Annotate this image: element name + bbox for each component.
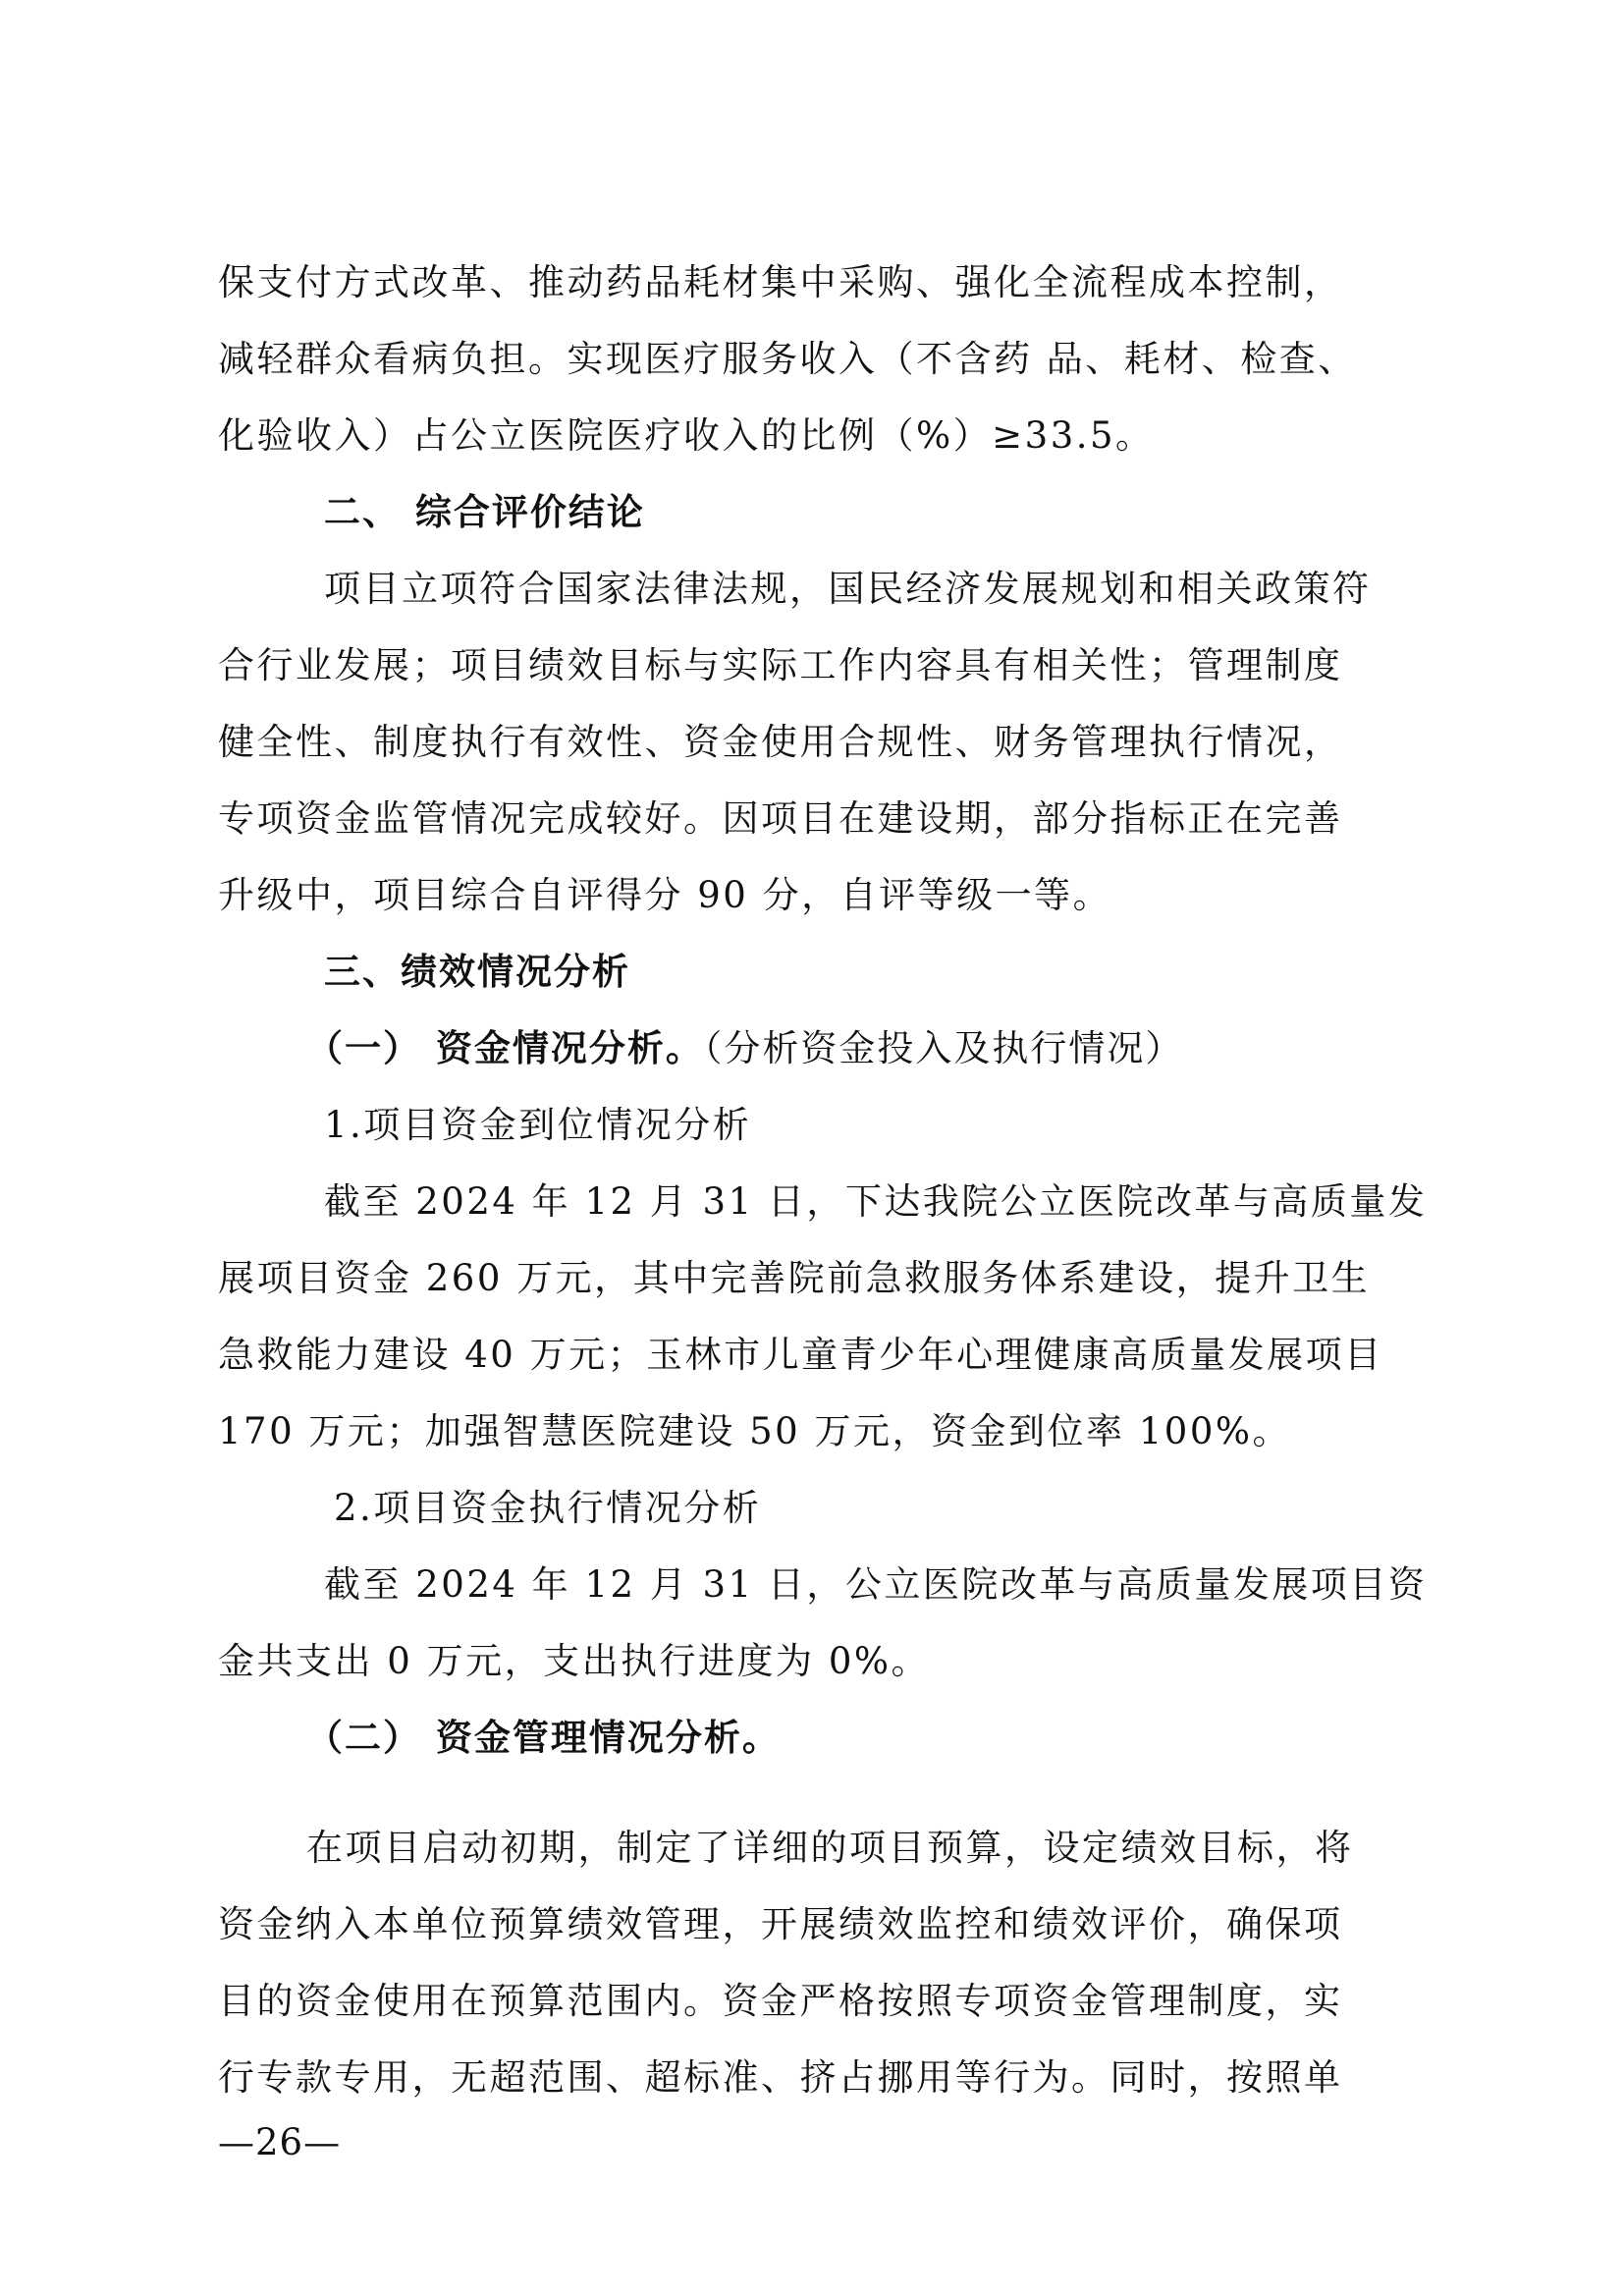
paragraph-line: 保支付方式改革、推动药品耗材集中采购、强化全流程成本控制， [218, 261, 1343, 303]
paragraph-line: 急救能力建设 40 万元；玉林市儿童青少年心理健康高质量发展项目 [218, 1334, 1383, 1376]
paragraph-line: 在项目启动初期，制定了详细的项目预算，设定绩效目标，将 [306, 1827, 1354, 1869]
item-heading-2: 2.项目资金执行情况分析 [334, 1487, 762, 1529]
paragraph-line: 金共支出 0 万元，支出执行进度为 0%。 [218, 1640, 931, 1682]
subsection-heading-1-note: （分析资金投入及执行情况） [703, 1027, 1184, 1069]
item-heading-1: 1.项目资金到位情况分析 [324, 1104, 752, 1146]
subsection-heading-1 [306, 1023, 1183, 1074]
subsection-heading-1-title: （一） 资金情况分析。 [306, 1027, 704, 1069]
paragraph-line: 专项资金监管情况完成较好。因项目在建设期，部分指标正在完善 [218, 797, 1343, 840]
paragraph-line: 行专款专用，无超范围、超标准、挤占挪用等行为。同时，按照单 [218, 2056, 1343, 2099]
paragraph-line: 合行业发展；项目绩效目标与实际工作内容具有相关性；管理制度 [218, 644, 1343, 686]
subsection-heading-2: （二） 资金管理情况分析。 [306, 1717, 781, 1759]
paragraph-line: 健全性、制度执行有效性、资金使用合规性、财务管理执行情况， [218, 721, 1343, 763]
paragraph-line: 目的资金使用在预算范围内。资金严格按照专项资金管理制度，实 [218, 1980, 1343, 2022]
paragraph-line: 升级中，项目综合自评得分 90 分，自评等级一等。 [218, 874, 1112, 916]
paragraph-line: 资金纳入本单位预算绩效管理，开展绩效监控和绩效评价，确保项 [218, 1903, 1343, 1945]
paragraph-line: 展项目资金 260 万元，其中完善院前急救服务体系建设，提升卫生 [218, 1257, 1371, 1299]
section-heading-2: 二、 综合评价结论 [324, 491, 645, 533]
paragraph-line: 项目立项符合国家法律法规，国民经济发展规划和相关政策符 [324, 568, 1372, 610]
paragraph-line: 截至 2024 年 12 月 31 日，公立医院改革与高质量发展项目资 [324, 1563, 1428, 1606]
section-heading-3: 三、绩效情况分析 [324, 951, 630, 993]
paragraph-line: 截至 2024 年 12 月 31 日，下达我院公立医院改革与高质量发 [324, 1180, 1428, 1223]
paragraph-line: 化验收入）占公立医院医疗收入的比例（%）≥33.5。 [218, 414, 1155, 457]
paragraph-line: 170 万元；加强智慧医院建设 50 万元，资金到位率 100%。 [218, 1410, 1292, 1452]
paragraph-line: 减轻群众看病负担。实现医疗服务收入（不含药 品、耗材、检查、 [218, 338, 1357, 380]
page-number: —26— [218, 2121, 342, 2163]
